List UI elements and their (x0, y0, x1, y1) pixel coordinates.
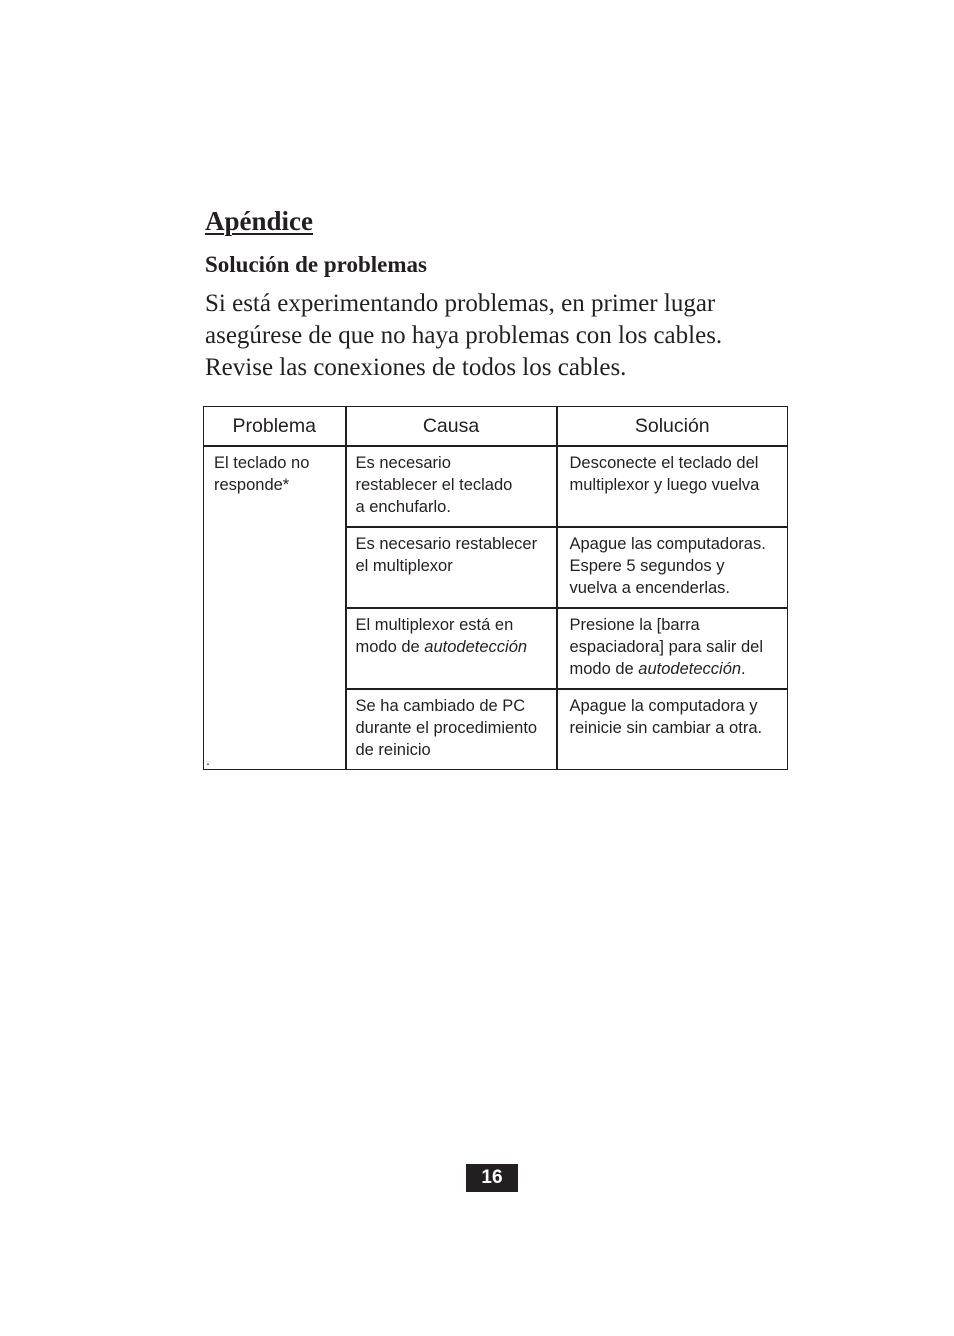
header-solucion: Solución (557, 407, 788, 447)
page-number: 16 (466, 1164, 518, 1192)
cause-line: El multiplexor está en (355, 616, 514, 634)
cause-line: Es necesario (355, 454, 451, 472)
solution-cell (557, 446, 788, 527)
solution-line: vuelva a encenderlas. (569, 579, 731, 597)
cause-text: modo de (355, 638, 425, 656)
intro-line: asegúrese de que no haya problemas con los cables. (205, 322, 723, 349)
cause-cell (346, 608, 557, 689)
solution-line: espaciadora] para salir del (569, 638, 764, 656)
solution-emphasis: autodetección (638, 660, 742, 678)
intro-line: Revise las conexiones de todos los cables. (205, 354, 627, 381)
cause-line: restablecer el teclado (355, 476, 513, 494)
cause-line (356, 636, 552, 658)
page-title: Apéndice (205, 206, 313, 236)
solution-cell (557, 689, 788, 770)
table-row (204, 446, 788, 527)
cause-emphasis: autodetección (424, 638, 528, 656)
solution-line: Desconecte el teclado del (569, 454, 759, 472)
solution-text: modo de (569, 660, 639, 678)
stray-mark: . (206, 752, 210, 768)
header-problema: Problema (204, 407, 346, 447)
header-causa: Causa (346, 407, 557, 447)
solution-cell (557, 527, 788, 608)
troubleshooting-table (203, 406, 788, 770)
solution-text: . (741, 660, 746, 678)
cause-line: durante el procedimiento (355, 719, 538, 737)
problem-cell (204, 446, 346, 770)
cause-cell (346, 689, 557, 770)
solution-line: Apague las computadoras. (569, 535, 766, 553)
intro-line: Si está experimentando problemas, en primer lugar (205, 290, 716, 317)
solution-line: multiplexor y luego vuelva (569, 476, 760, 494)
problem-line: El teclado no (214, 454, 310, 472)
solution-line: reinicie sin cambiar a otra. (569, 719, 763, 737)
solution-line: Presione la [barra (569, 616, 700, 634)
solution-cell (557, 608, 788, 689)
table-header-row (204, 407, 788, 447)
cause-line: el multiplexor (355, 557, 453, 575)
cause-line: a enchufarlo. (355, 498, 451, 516)
cause-line: Se ha cambiado de PC (355, 697, 526, 715)
solution-line: Apague la computadora y (569, 697, 758, 715)
cause-cell (346, 446, 557, 527)
cause-cell (346, 527, 557, 608)
cause-line: Es necesario restablecer (355, 535, 538, 553)
problem-line: responde* (214, 476, 290, 494)
cause-line: de reinicio (355, 741, 431, 759)
intro-paragraph (205, 288, 805, 384)
section-title: Solución de problemas (205, 252, 427, 277)
solution-line: Espere 5 segundos y (569, 557, 725, 575)
solution-line (570, 658, 784, 680)
